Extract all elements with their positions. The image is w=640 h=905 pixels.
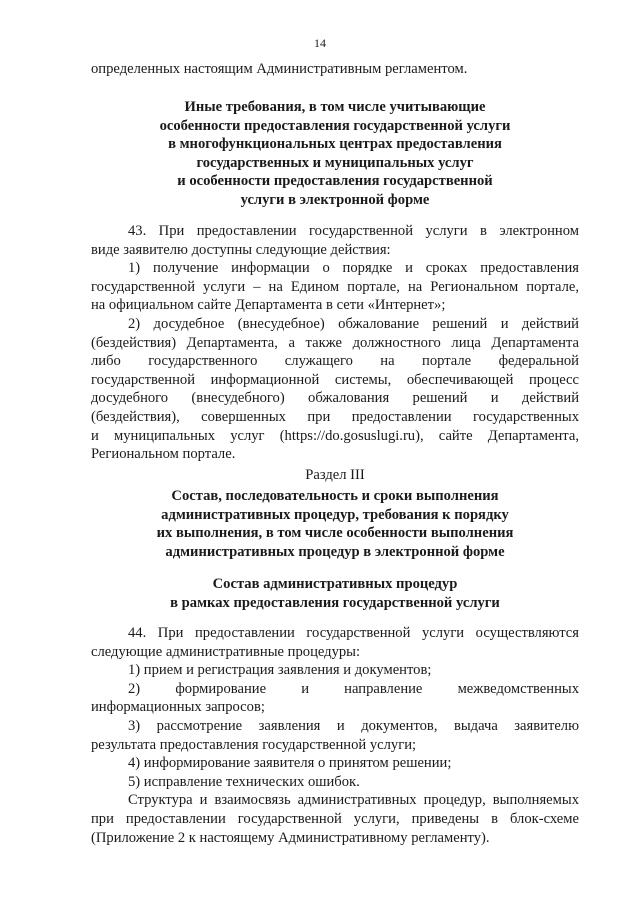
paragraph-44: 44. При предоставлении государственной услуги осуществляются следующие административные процедуры: 1) прием и регистрация заявления и документов; 2) формирование и направление межведомственных информационных запросов; 3) рассмотрение заявления и документов, выдача заявителю результата предоставления государственной услуги; 4) информирование заявителя о принятом решении; 5) исправление технических ошибок. Структура и взаимосвязь административных процедур, выполняемых при предоставлении государственной услуги, приведены в блок-схеме (Приложение 2 к настоящему Административному регламенту).	[91, 625, 579, 846]
heading1-line: государственных и муниципальных услуг	[196, 154, 474, 171]
heading1-line: особенности предоставления государственной услуги	[159, 117, 511, 134]
heading3-line: Состав административных процедур	[212, 576, 458, 592]
heading2-line: административных процедур в электронной форме	[165, 543, 505, 560]
page-number: 14	[314, 36, 326, 50]
heading1-line: Иные требования, в том числе учитывающие	[184, 99, 486, 115]
heading2-line: их выполнения, в том числе особенности выполнения	[156, 525, 514, 542]
heading2-line: Состав, последовательность и сроки выполнения	[171, 488, 499, 504]
heading1-line: услуги в электронной форме	[240, 192, 430, 208]
section-label: Раздел III	[305, 467, 365, 483]
heading1-line: и особенности предоставления государственной	[177, 173, 493, 190]
intro-line: определенных настоящим Административным регламентом.	[91, 61, 468, 77]
heading3-line: в рамках предоставления государственной услуги	[170, 594, 500, 611]
heading1-line: в многофункциональных центрах предоставления	[168, 136, 502, 153]
heading2-line: административных процедур, требования к порядку	[161, 506, 509, 523]
paragraph-43: 43. При предоставлении государственной услуги в электронном виде заявителю доступны следующие действия: 1) получение информации о порядке и сроках предоставления государственной услуги – на Едином портале, на Региональном портале, на официальном сайте Департамента в сети «Интернет»; 2) досудебное (внесудебное) обжалование решений и действий (бездействия) Департамента, а также должностного лица Департамента либо государственного служащего на портале федеральной государственной информационной системы, обеспечивающей процесс досудебного (внесудебного) обжалования решений и действий (бездействия), совершенных при предоставлении государственных и муниципальных услуг (https://do.gosuslugi.ru), сайте Департамента, Региональном портале.	[91, 223, 579, 463]
